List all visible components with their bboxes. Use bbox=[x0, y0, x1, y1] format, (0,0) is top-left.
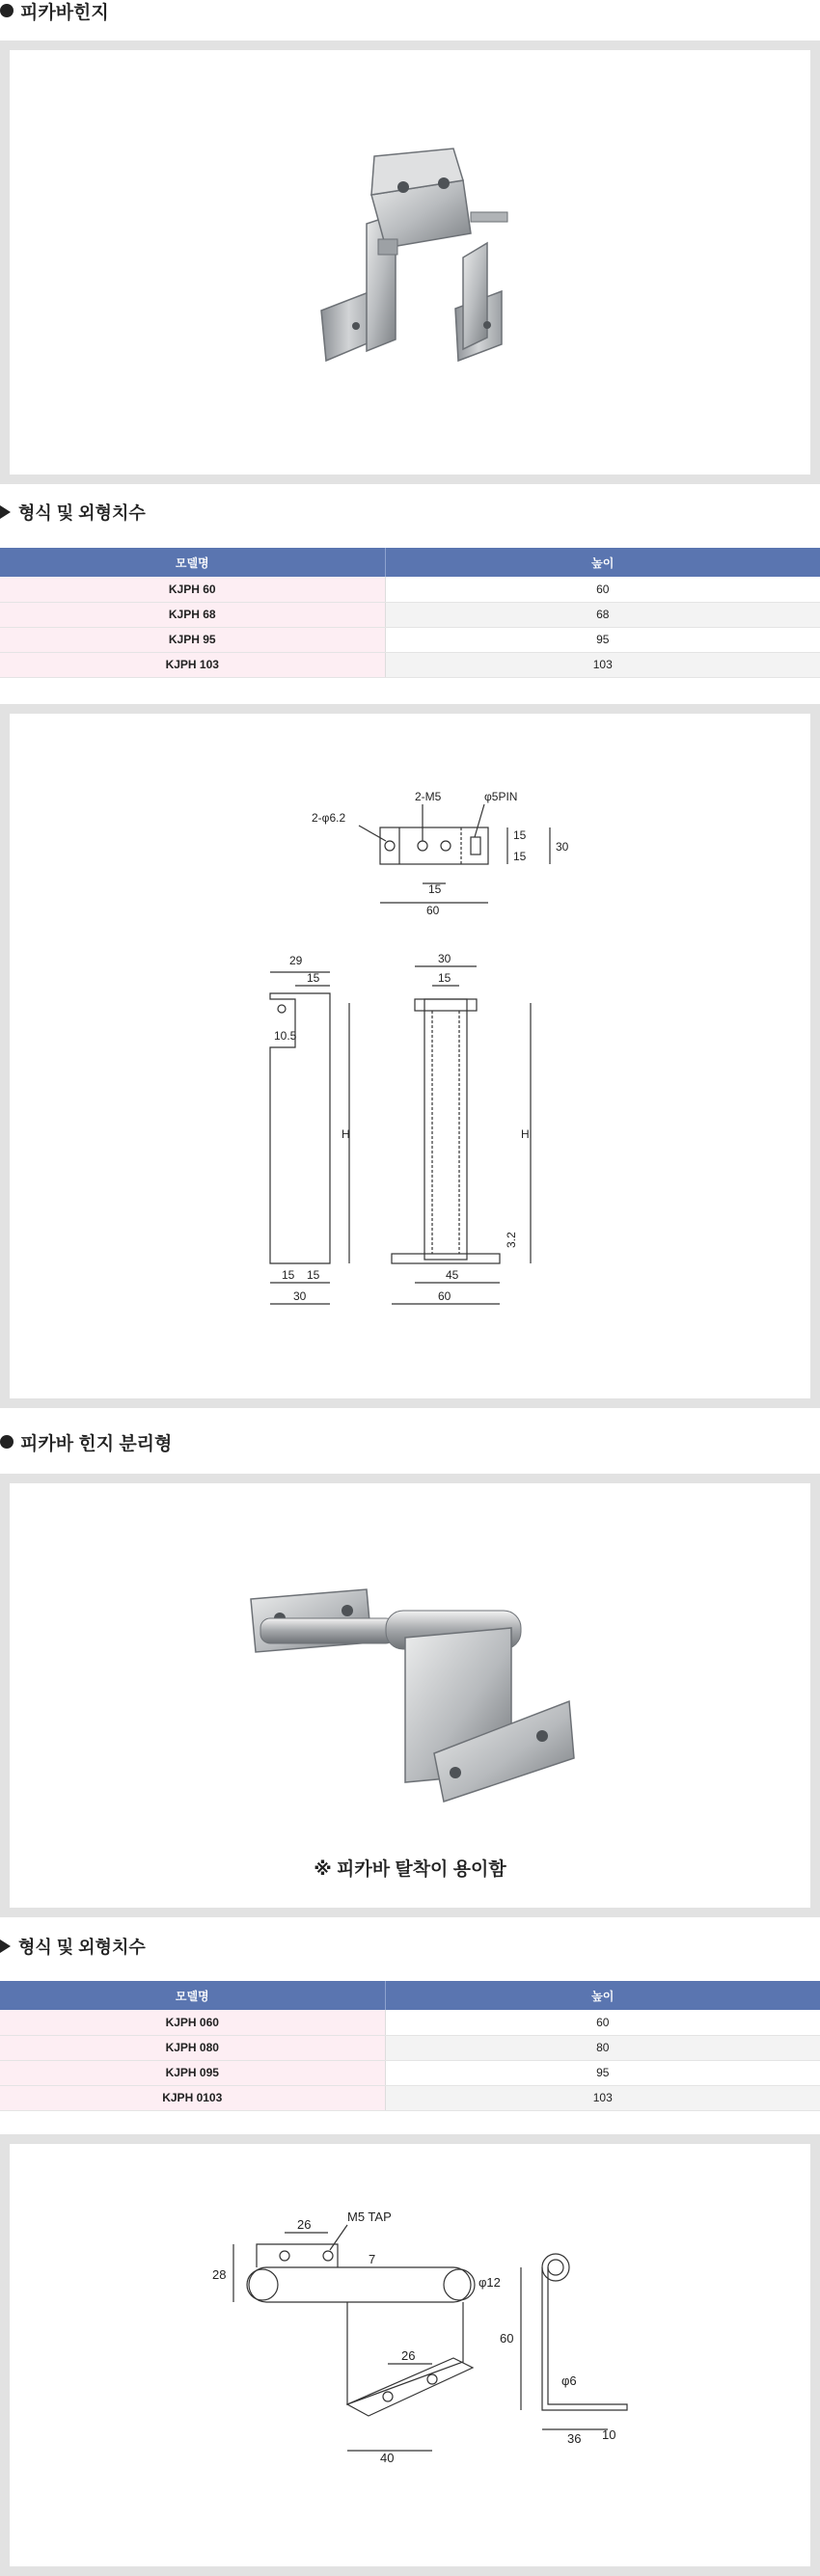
height-cell: 60 bbox=[385, 2010, 820, 2035]
table-row bbox=[0, 652, 820, 677]
dim-15-top: 15 bbox=[428, 882, 442, 896]
model-cell: KJPH 0103 bbox=[0, 2085, 385, 2110]
height-cell: 80 bbox=[385, 2035, 820, 2060]
spec-title-2 bbox=[0, 1936, 146, 1957]
photo-caption: ※ 피카바 탈착이 용이함 bbox=[314, 1859, 506, 1880]
dim-15b: 15 bbox=[513, 850, 527, 863]
dim-15-side: 15 bbox=[307, 971, 320, 985]
table-row bbox=[0, 627, 820, 652]
dim-29-side: 29 bbox=[289, 954, 303, 967]
spec-title bbox=[0, 502, 146, 523]
model-cell: KJPH 060 bbox=[0, 2010, 385, 2035]
dim-40: 40 bbox=[380, 2451, 395, 2465]
height-cell: 103 bbox=[385, 2085, 820, 2110]
bullet-icon bbox=[0, 4, 14, 17]
technical-drawing-frame-1 bbox=[0, 704, 820, 1408]
dim-h-front: H bbox=[521, 1127, 530, 1141]
section-title-text: 피카바힌지 bbox=[20, 2, 109, 23]
technical-drawing-1 bbox=[10, 714, 810, 1398]
dim-26-bottom: 26 bbox=[401, 2348, 416, 2363]
table-row bbox=[0, 2085, 820, 2110]
dim-60: 60 bbox=[500, 2331, 514, 2346]
separable-hinge-photo bbox=[10, 1483, 810, 1850]
dim-30-side: 30 bbox=[293, 1289, 307, 1303]
table-row bbox=[0, 2010, 820, 2035]
bullet-icon bbox=[0, 1435, 14, 1449]
dim-tap: 2-M5 bbox=[415, 790, 442, 803]
spec-title-text: 형식 및 외형치수 bbox=[18, 1938, 146, 1957]
height-cell: 103 bbox=[385, 652, 820, 677]
column-header-model: 모델명 bbox=[0, 548, 385, 577]
technical-drawing-frame-2 bbox=[0, 2134, 820, 2576]
height-cell: 95 bbox=[385, 627, 820, 652]
dim-tap: M5 TAP bbox=[347, 2210, 392, 2224]
dim-60-top: 60 bbox=[426, 904, 440, 917]
dim-28: 28 bbox=[212, 2267, 227, 2282]
triangle-bullet-icon bbox=[0, 505, 11, 519]
height-cell: 68 bbox=[385, 602, 820, 627]
model-cell: KJPH 68 bbox=[0, 602, 385, 627]
dim-30-front: 30 bbox=[438, 952, 451, 965]
spec-title-text: 형식 및 외형치수 bbox=[18, 503, 146, 523]
height-cell: 60 bbox=[385, 577, 820, 602]
product-photo-frame-2 bbox=[0, 1474, 820, 1917]
dim-pin: φ5PIN bbox=[484, 790, 518, 803]
dim-10: 10 bbox=[602, 2427, 616, 2442]
spec-table-2 bbox=[0, 1981, 820, 2111]
dim-15a: 15 bbox=[513, 828, 527, 842]
model-cell: KJPH 95 bbox=[0, 627, 385, 652]
hinge-photo bbox=[10, 50, 810, 475]
height-cell: 95 bbox=[385, 2060, 820, 2085]
dim-26-top: 26 bbox=[297, 2217, 312, 2232]
dim-phi12: φ12 bbox=[478, 2275, 501, 2290]
model-cell: KJPH 080 bbox=[0, 2035, 385, 2060]
spec-table-1 bbox=[0, 548, 820, 678]
model-cell: KJPH 103 bbox=[0, 652, 385, 677]
dim-45-front: 45 bbox=[446, 1268, 459, 1282]
column-header-height: 높이 bbox=[385, 548, 820, 577]
table-row bbox=[0, 2035, 820, 2060]
dim-60-front: 60 bbox=[438, 1289, 451, 1303]
table-row bbox=[0, 602, 820, 627]
section-title-pika-hinge bbox=[0, 0, 109, 21]
dim-phi6: φ6 bbox=[561, 2373, 577, 2388]
column-header-height: 높이 bbox=[385, 1981, 820, 2010]
product-photo-frame bbox=[0, 41, 820, 484]
dim-7: 7 bbox=[369, 2252, 376, 2266]
table-row bbox=[0, 577, 820, 602]
dim-36: 36 bbox=[567, 2431, 582, 2446]
section-title-text: 피카바 힌지 분리형 bbox=[20, 1433, 173, 1454]
dim-32-front: 3.2 bbox=[505, 1232, 518, 1248]
model-cell: KJPH 60 bbox=[0, 577, 385, 602]
dim-15r-side: 15 bbox=[307, 1268, 320, 1282]
model-cell: KJPH 095 bbox=[0, 2060, 385, 2085]
triangle-bullet-icon bbox=[0, 1939, 11, 1953]
technical-drawing-2 bbox=[10, 2144, 810, 2566]
dim-hole: 2-φ6.2 bbox=[312, 811, 346, 825]
column-header-model: 모델명 bbox=[0, 1981, 385, 2010]
dim-30-top: 30 bbox=[556, 840, 569, 854]
dim-h-side: H bbox=[342, 1127, 350, 1141]
dim-105-side: 10.5 bbox=[274, 1029, 297, 1043]
dim-15-front: 15 bbox=[438, 971, 451, 985]
table-row bbox=[0, 2060, 820, 2085]
dim-15l-side: 15 bbox=[282, 1268, 295, 1282]
section-title-separable-hinge bbox=[0, 1431, 172, 1452]
